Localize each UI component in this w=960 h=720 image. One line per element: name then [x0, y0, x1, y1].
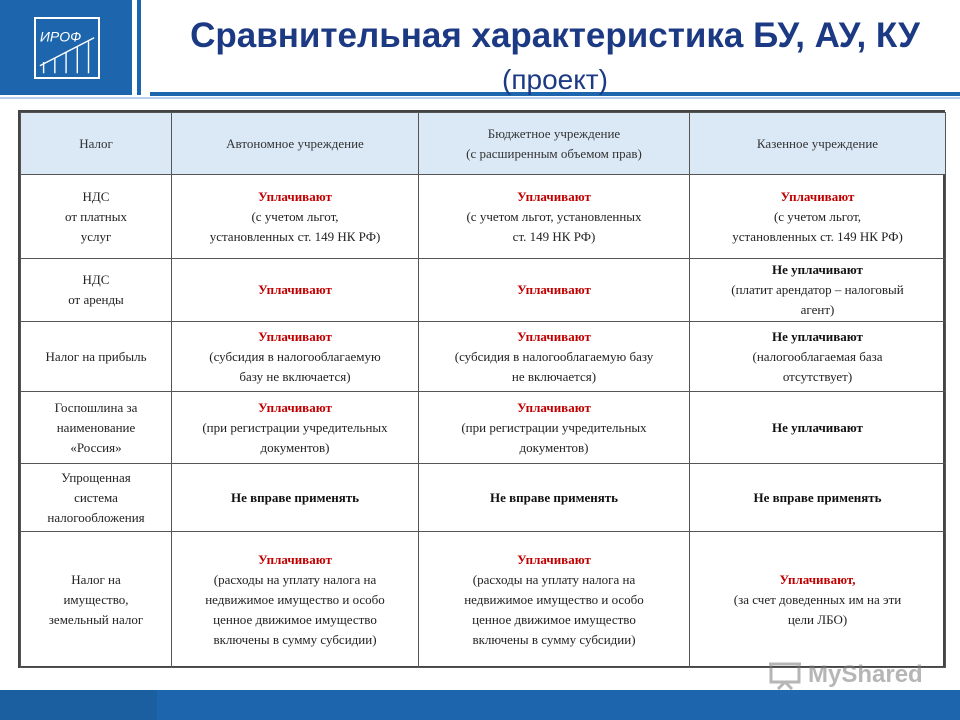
header-brand-panel: [0, 0, 132, 95]
budget-cell: Уплачивают: [419, 259, 690, 322]
state-cell: Не уплачивают (платит арендатор – налоговый агент): [690, 259, 946, 322]
watermark-text: MyShared: [808, 661, 923, 688]
table-row: [21, 175, 946, 259]
tax-name-cell: Налог на прибыль: [21, 322, 172, 392]
table-row: [21, 322, 946, 392]
autonomous-cell: Уплачивают (с учетом льгот, установленных ст. 149 НК РФ): [172, 175, 419, 259]
header-state: Казенное учреждение: [690, 113, 946, 175]
state-cell: Уплачивают, (за счет доведенных им на эти цели ЛБО): [690, 532, 946, 668]
autonomous-cell: Уплачивают (расходы на уплату налога на недвижимое имущество и особо ценное движимое имущество включены в сумму субсидии): [172, 532, 419, 668]
table-row: [21, 532, 946, 668]
autonomous-cell: Уплачивают: [172, 259, 419, 322]
table-header-row: [21, 113, 946, 175]
logo-text: ИРОФ: [39, 28, 82, 45]
tax-name-cell: НДС от аренды: [21, 259, 172, 322]
logo-graph-icon: [36, 19, 98, 77]
state-cell: Не уплачивают (налогооблагаемая база отсутствует): [690, 322, 946, 392]
watermark: [768, 658, 923, 692]
comparison-table: [18, 110, 945, 668]
budget-cell: Уплачивают (с учетом льгот, установленных ст. 149 НК РФ): [419, 175, 690, 259]
footer-left-panel: [0, 690, 157, 720]
tax-name-cell: Налог на имущество, земельный налог: [21, 532, 172, 668]
budget-cell: Не вправе применять: [419, 464, 690, 532]
page-subtitle: (проект): [502, 64, 608, 95]
state-cell: Не уплачивают: [690, 392, 946, 464]
state-cell: Не вправе применять: [690, 464, 946, 532]
autonomous-cell: Уплачивают (субсидия в налогооблагаемую базу не включается): [172, 322, 419, 392]
table-row: [21, 259, 946, 322]
budget-cell: Уплачивают (расходы на уплату налога на недвижимое имущество и особо ценное движимое имущество включены в сумму субсидии): [419, 532, 690, 668]
page-title: Сравнительная характеристика БУ, АУ, КУ: [190, 16, 920, 55]
table-row: [21, 392, 946, 464]
autonomous-cell: Уплачивают (при регистрации учредительных документов): [172, 392, 419, 464]
header-tax: Налог: [21, 113, 172, 175]
header-autonomous: Автономное учреждение: [172, 113, 419, 175]
tax-name-cell: НДС от платных услуг: [21, 175, 172, 259]
autonomous-cell: Не вправе применять: [172, 464, 419, 532]
header-budget: Бюджетное учреждение (с расширенным объемом прав): [419, 113, 690, 175]
table-row: [21, 464, 946, 532]
header-divider: [137, 0, 141, 95]
budget-cell: Уплачивают (при регистрации учредительных документов): [419, 392, 690, 464]
iroph-logo: [34, 17, 100, 79]
state-cell: Уплачивают (с учетом льгот, установленных ст. 149 НК РФ): [690, 175, 946, 259]
tax-name-cell: Упрощенная система налогообложения: [21, 464, 172, 532]
tax-name-cell: Госпошлина за наименование «Россия»: [21, 392, 172, 464]
presentation-board-icon: [768, 660, 802, 690]
budget-cell: Уплачивают (субсидия в налогооблагаемую базу не включается): [419, 322, 690, 392]
